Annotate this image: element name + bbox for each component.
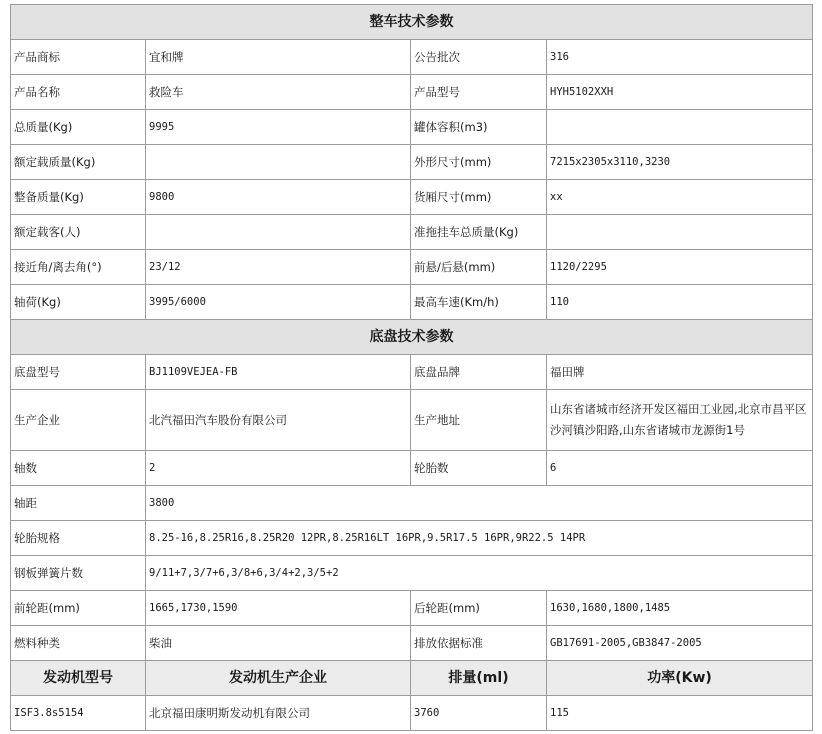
emission-value: GB17691-2005,GB3847-2005 (547, 626, 813, 661)
table-row (11, 486, 813, 521)
dimensions-label: 外形尺寸(mm) (411, 145, 547, 180)
table-row (11, 521, 813, 556)
chassis-section-heading: 底盘技术参数 (11, 320, 813, 355)
table-row (11, 355, 813, 390)
product-model-label: 产品型号 (411, 75, 547, 110)
wheelbase-label: 轴距 (11, 486, 146, 521)
springs-value: 9/11+7,3/7+6,3/8+6,3/4+2,3/5+2 (146, 556, 813, 591)
axle-load-label: 轴荷(Kg) (11, 285, 146, 320)
engine-maker-header: 发动机生产企业 (146, 661, 411, 696)
table-row (11, 75, 813, 110)
product-model-value: HYH5102XXH (547, 75, 813, 110)
table-row (11, 285, 813, 320)
engine-maker-value: 北京福田康明斯发动机有限公司 (146, 696, 411, 731)
axle-load-value: 3995/6000 (146, 285, 411, 320)
axles-label: 轴数 (11, 451, 146, 486)
trademark-label: 产品商标 (11, 40, 146, 75)
table-row (11, 556, 813, 591)
fuel-label: 燃料种类 (11, 626, 146, 661)
address-value: 山东省诸城市经济开发区福田工业园,北京市昌平区沙河镇沙阳路,山东省诸城市龙源街1号 (547, 390, 813, 451)
axles-value: 2 (146, 451, 411, 486)
passengers-label: 额定载客(人) (11, 215, 146, 250)
chassis-model-label: 底盘型号 (11, 355, 146, 390)
curb-mass-label: 整备质量(Kg) (11, 180, 146, 215)
tire-spec-value: 8.25-16,8.25R16,8.25R20 12PR,8.25R16LT 16PR,9.5R17.5 16PR,9R22.5 14PR (146, 521, 813, 556)
table-row (11, 626, 813, 661)
cargo-size-label: 货厢尺寸(mm) (411, 180, 547, 215)
emission-label: 排放依据标准 (411, 626, 547, 661)
trailer-mass-value (547, 215, 813, 250)
trademark-value: 宜和牌 (146, 40, 411, 75)
tires-label: 轮胎数 (411, 451, 547, 486)
max-speed-value: 110 (547, 285, 813, 320)
address-label: 生产地址 (411, 390, 547, 451)
chassis-model-value: BJ1109VEJEA-FB (146, 355, 411, 390)
angles-value: 23/12 (146, 250, 411, 285)
spec-table (10, 4, 813, 731)
engine-model-header: 发动机型号 (11, 661, 146, 696)
table-row (11, 696, 813, 731)
dimensions-value: 7215x2305x3110,3230 (547, 145, 813, 180)
spec-sheet (10, 4, 812, 731)
displacement-value: 3760 (411, 696, 547, 731)
table-row (11, 145, 813, 180)
table-row (11, 215, 813, 250)
power-header: 功率(Kw) (547, 661, 813, 696)
vehicle-section-row (11, 5, 813, 40)
displacement-header: 排量(ml) (411, 661, 547, 696)
tires-value: 6 (547, 451, 813, 486)
max-speed-label: 最高车速(Km/h) (411, 285, 547, 320)
total-mass-value: 9995 (146, 110, 411, 145)
rated-load-value (146, 145, 411, 180)
angles-label: 接近角/离去角(°) (11, 250, 146, 285)
batch-value: 316 (547, 40, 813, 75)
cargo-size-value: xx (547, 180, 813, 215)
overhang-value: 1120/2295 (547, 250, 813, 285)
wheelbase-value: 3800 (146, 486, 813, 521)
table-row (11, 390, 813, 451)
engine-model-value: ISF3.8s5154 (11, 696, 146, 731)
batch-label: 公告批次 (411, 40, 547, 75)
curb-mass-value: 9800 (146, 180, 411, 215)
overhang-label: 前悬/后悬(mm) (411, 250, 547, 285)
table-row (11, 40, 813, 75)
tire-spec-label: 轮胎规格 (11, 521, 146, 556)
front-track-label: 前轮距(mm) (11, 591, 146, 626)
trailer-mass-label: 准拖挂车总质量(Kg) (411, 215, 547, 250)
product-name-label: 产品名称 (11, 75, 146, 110)
rated-load-label: 额定载质量(Kg) (11, 145, 146, 180)
tank-volume-label: 罐体容积(m3) (411, 110, 547, 145)
product-name-value: 救险车 (146, 75, 411, 110)
maker-label: 生产企业 (11, 390, 146, 451)
rear-track-label: 后轮距(mm) (411, 591, 547, 626)
springs-label: 钢板弹簧片数 (11, 556, 146, 591)
rear-track-value: 1630,1680,1800,1485 (547, 591, 813, 626)
table-row (11, 180, 813, 215)
table-row (11, 250, 813, 285)
tank-volume-value (547, 110, 813, 145)
table-row (11, 591, 813, 626)
total-mass-label: 总质量(Kg) (11, 110, 146, 145)
chassis-brand-value: 福田牌 (547, 355, 813, 390)
power-value: 115 (547, 696, 813, 731)
chassis-brand-label: 底盘品牌 (411, 355, 547, 390)
table-row (11, 451, 813, 486)
engine-header-row (11, 661, 813, 696)
table-row (11, 110, 813, 145)
passengers-value (146, 215, 411, 250)
chassis-section-row (11, 320, 813, 355)
fuel-value: 柴油 (146, 626, 411, 661)
vehicle-section-heading: 整车技术参数 (11, 5, 813, 40)
front-track-value: 1665,1730,1590 (146, 591, 411, 626)
maker-value: 北汽福田汽车股份有限公司 (146, 390, 411, 451)
